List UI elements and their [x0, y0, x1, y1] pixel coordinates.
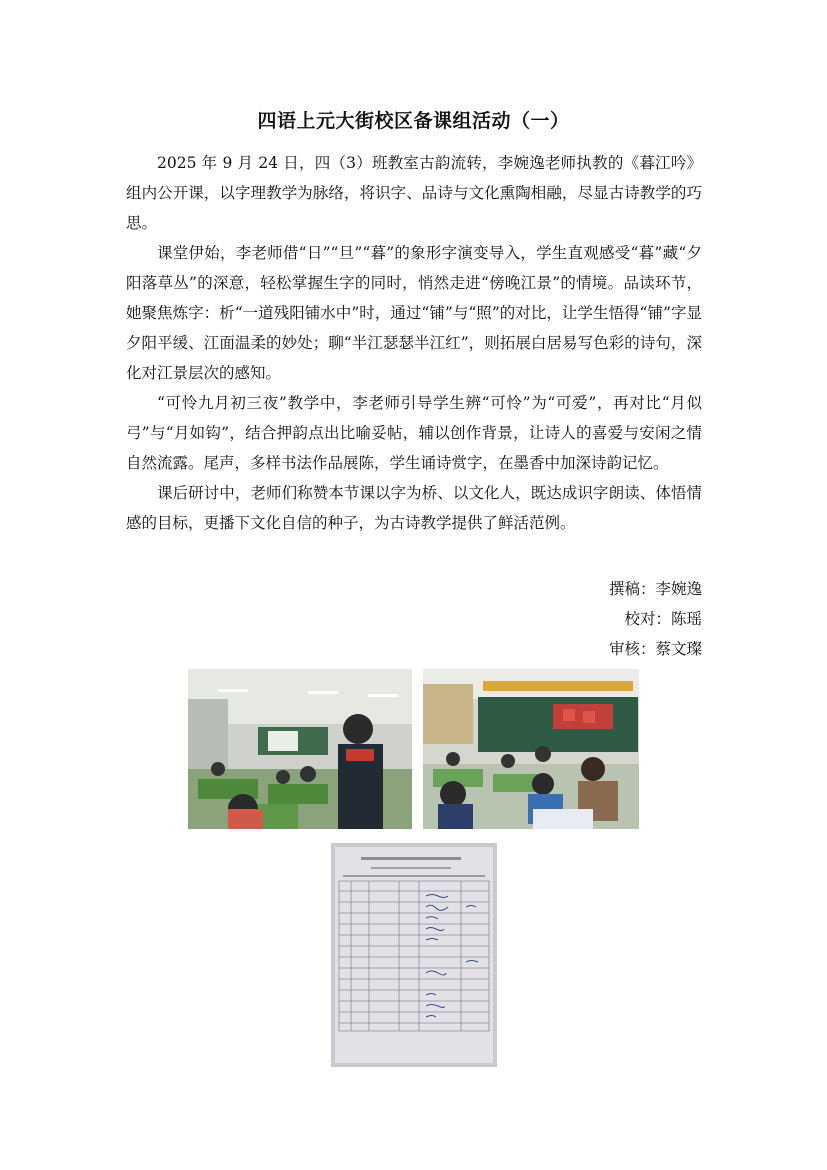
signin-sheet-photo — [331, 843, 497, 1067]
page-title: 四语上元大街校区备课组活动（一） — [257, 110, 570, 132]
reviewer-credit: 审核：蔡文璨 — [608, 640, 702, 658]
paragraph: 课堂伊始，李老师借“日”“旦”“暮”的象形字演变导入，学生直观感受“暮”藏“夕阳落草丛”的深意，轻松掌握生字的同时，悄然走进“傍晚江景”的情境。品读环节，她聚焦炼字：析“一道残阳铺水中”时，通过“铺”与“照”的对比，让学生悟得“铺”字显夕阳平缓、江面温柔的妙处；聊“半江瑟瑟半江红”，则拓展白居易写色彩的诗句，深化对江景层次的感知。 — [126, 244, 702, 382]
article-body — [126, 148, 702, 538]
writer-credit: 撰稿：李婉逸 — [608, 580, 702, 598]
paragraph: “可怜九月初三夜”教学中，李老师引导学生辨“可怜”为“可爱”，再对比“月似弓”与“月如钩”，结合押韵点出比喻妥帖，辅以创作背景，让诗人的喜爱与安闲之情自然流露。尾声，多样书法作品展陈，学生诵诗赏字，在墨香中加深诗韵记忆。 — [126, 394, 702, 472]
paragraph: 2025 年 9 月 24 日，四（3）班教室古韵流转，李婉逸老师执教的《暮江吟》组内公开课，以字理教学为脉络，将识字、品诗与文化熏陶相融，尽显古诗教学的巧思。 — [126, 154, 702, 232]
classroom-photo-front — [188, 669, 412, 829]
classroom-photo-back — [423, 669, 639, 829]
paragraph: 课后研讨中，老师们称赞本节课以字为桥、以文化人，既达成识字朗读、体悟情感的目标，更播下文化自信的种子，为古诗教学提供了鲜活范例。 — [126, 484, 702, 532]
proofreader-credit: 校对：陈瑶 — [624, 610, 702, 628]
credits — [126, 574, 702, 664]
